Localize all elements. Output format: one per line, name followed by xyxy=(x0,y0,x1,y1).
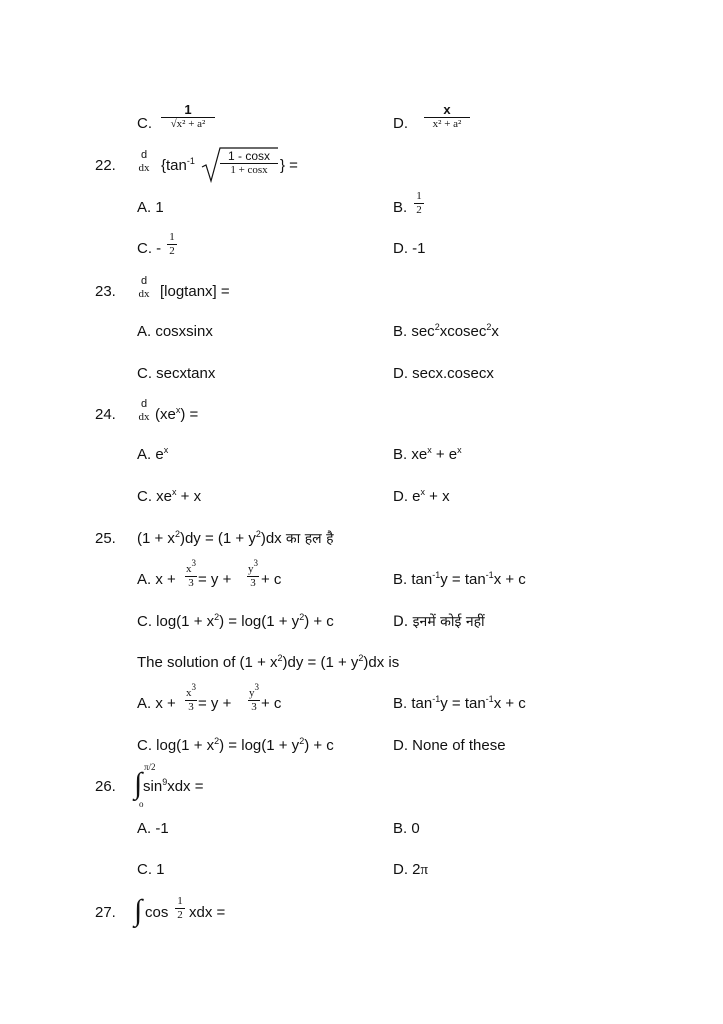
integral-lower-limit: o xyxy=(139,799,144,809)
integral-sign-icon: ∫ xyxy=(134,894,143,927)
q22-root-fraction: $\frac{1 - \cos x}{1 + \cos x}$ xyxy=(220,150,278,176)
q26-option-a: A. -1 xyxy=(137,820,169,837)
q27-expr: xdx = xyxy=(189,904,226,921)
q24-option-d: D. $e^x + x$ xyxy=(393,487,450,505)
q23-option-b: B. $\sec^2xcosec^2x$ xyxy=(393,322,499,340)
q22-option-c-label: C. - xyxy=(137,240,162,257)
q27-cos: cos xyxy=(145,904,169,921)
q21-c-fraction: 1 √x² + a² xyxy=(161,103,215,130)
q24-expr: $(xe^x)$ = xyxy=(155,405,199,423)
question-number: 24. xyxy=(95,406,116,423)
q26-expr: $\sin^9xdx$ = xyxy=(143,777,204,795)
integral-sign-icon: ∫ xyxy=(134,767,143,800)
q21-d-fraction: x x² + a² xyxy=(424,103,470,130)
q25-statement-english: The solution of $(1 + x^2)dy = (1 + y^2)dx$ is xyxy=(137,653,400,671)
derivative-operator: d dx xyxy=(138,149,150,174)
q25-option-b-english: B. $\tan^{-1}y = \tan^{-1}x + c$ xyxy=(393,694,526,712)
q25-option-d-hindi: D. इनमें कोई नहीं xyxy=(393,614,485,630)
q25-option-b: B. $\tan^{-1}y = \tan^{-1}x + c$ xyxy=(393,570,526,588)
q21-c-label: C. xyxy=(137,115,152,132)
question-number: 22. xyxy=(95,157,116,174)
q23-expr: [logtanx] = xyxy=(160,283,230,300)
question-number: 23. xyxy=(95,283,116,300)
q23-option-d: D. secx.cosecx xyxy=(393,365,494,382)
integral-upper-limit: π/2 xyxy=(144,762,156,772)
derivative-operator: d dx xyxy=(138,398,150,423)
q22-expr-close: } = xyxy=(280,157,298,174)
q21-d-label: D. xyxy=(393,115,408,132)
q22-option-c-fraction: $\frac{1}{2}$ xyxy=(167,232,177,257)
q24-option-c: C. $xe^x + x$ xyxy=(137,487,202,505)
q22-option-b-label: B. xyxy=(393,199,408,216)
q23-option-c: C. secxtanx xyxy=(137,365,216,382)
q25-option-d-english: D. None of these xyxy=(393,737,506,754)
q24-option-a: A. $e^x$ xyxy=(137,445,169,463)
sqrt-icon: √ xyxy=(170,118,177,130)
q22-option-b-fraction: $\frac{1}{2}$ xyxy=(414,191,424,216)
q26-option-d: D. 2π xyxy=(393,861,429,878)
q25-option-c: C. $\log(1 + x^2) = \log(1 + y^2) + c$ xyxy=(137,612,334,630)
q26-option-c: C. 1 xyxy=(137,861,165,878)
q25-statement-hindi: $(1 + x^2)dy = (1 + y^2)dx$ का हल है xyxy=(137,529,334,547)
q24-option-b: B. $xe^x + e^x$ xyxy=(393,445,462,463)
q27-fraction: $\frac{1}{2}$ xyxy=(175,896,185,921)
question-number: 27. xyxy=(95,904,116,921)
q23-option-a: A. cosxsinx xyxy=(137,323,213,340)
derivative-operator: d dx xyxy=(138,275,150,300)
q22-expr-open: {$\tan^{-1}$ xyxy=(161,156,195,174)
q22-option-a: A. 1 xyxy=(137,199,164,216)
q22-option-d: D. -1 xyxy=(393,240,426,257)
q25-option-c-english: C. $\log(1 + x^2) = \log(1 + y^2) + c$ xyxy=(137,736,334,754)
q26-option-b: B. 0 xyxy=(393,820,420,837)
question-number: 26. xyxy=(95,778,116,795)
question-number: 25. xyxy=(95,530,116,547)
